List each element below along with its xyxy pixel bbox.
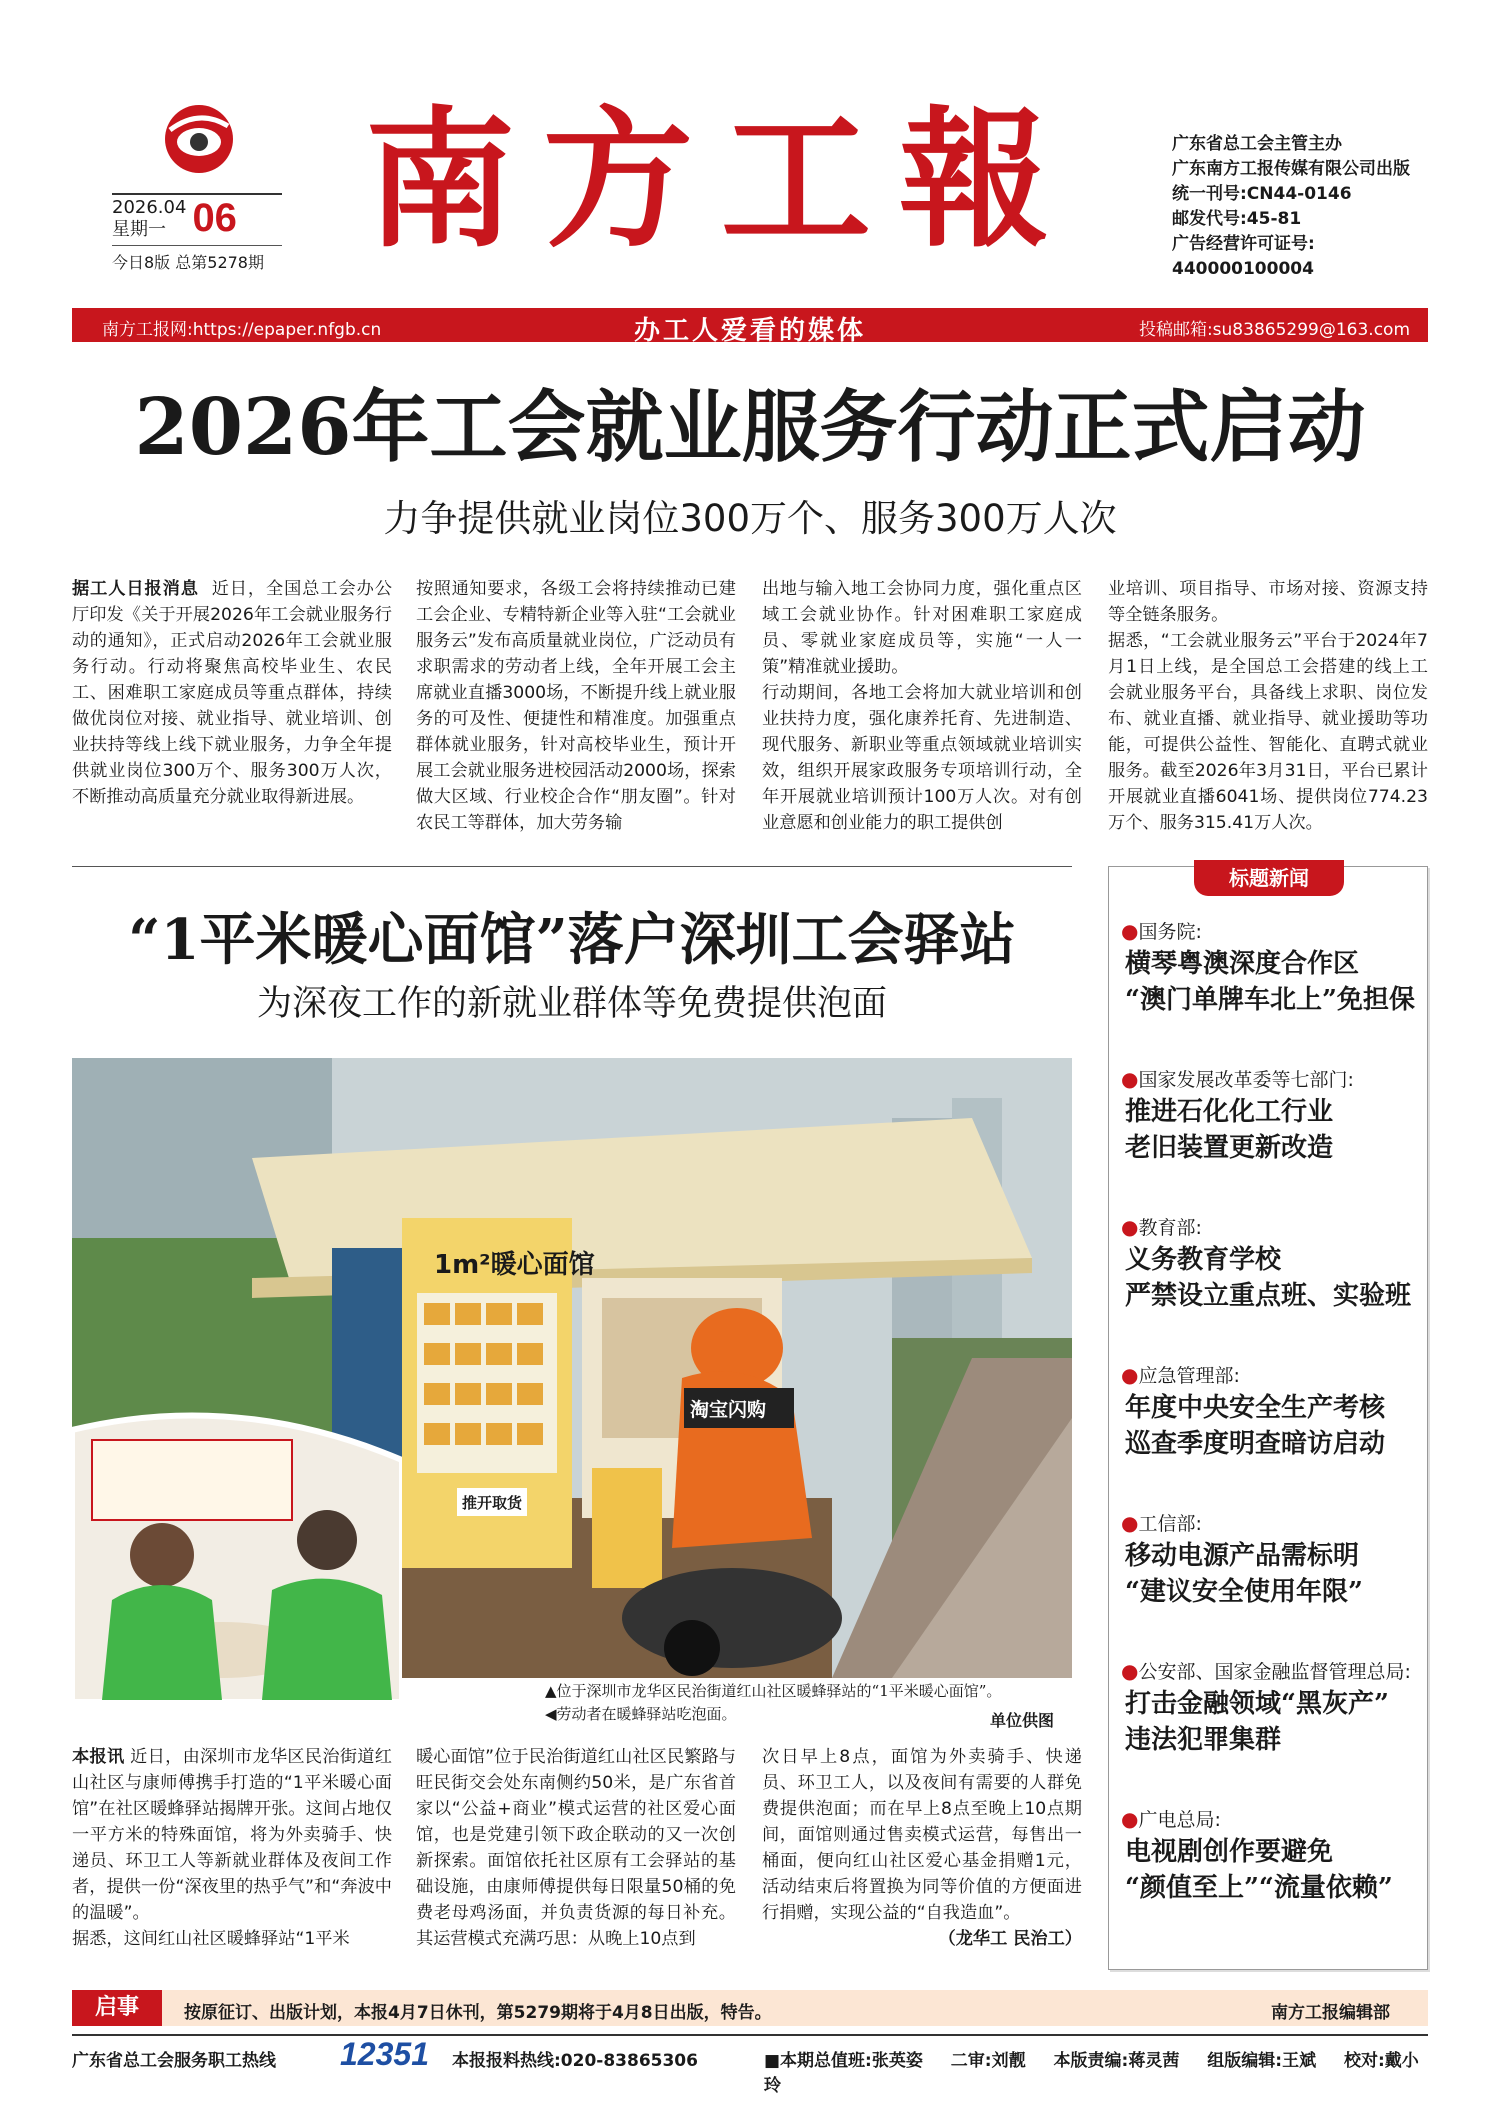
headline-source: 国务院: bbox=[1138, 921, 1202, 943]
story2-column-3 bbox=[762, 1744, 1082, 1952]
headline-item[interactable] bbox=[1121, 1361, 1421, 1462]
story2-subheadline: 为深夜工作的新就业群体等免费提供泡面 bbox=[256, 984, 887, 1024]
issue-weekday: 星期一 bbox=[112, 219, 166, 240]
bullet-dot-icon: ● bbox=[1121, 1067, 1139, 1091]
issue-year-month: 2026.04 bbox=[112, 197, 187, 218]
headline-item[interactable] bbox=[1121, 1065, 1421, 1166]
notice-tag: 启事 bbox=[72, 1990, 162, 2026]
issue-day: 06 bbox=[192, 196, 237, 240]
headline-title: 电视剧创作要避免 “颜值至上”“流量依赖” bbox=[1125, 1837, 1393, 1903]
website-link[interactable]: 南方工报网:https://epaper.nfgb.cn bbox=[102, 320, 382, 340]
bullet-dot-icon: ● bbox=[1121, 1659, 1139, 1683]
publisher-line: 440000100004 bbox=[1172, 259, 1314, 279]
headline-source: 广电总局: bbox=[1138, 1809, 1221, 1831]
headline-item[interactable] bbox=[1121, 917, 1421, 1018]
story2-column-1 bbox=[72, 1744, 392, 1952]
headline-title: 横琴粤澳深度合作区 “澳门单牌车北上”免担保 bbox=[1125, 949, 1415, 1015]
story2-headline: “1平米暖心面馆”落户深圳工会驿站 bbox=[128, 907, 1016, 973]
notice-bar bbox=[72, 1990, 1428, 2026]
duty-editor: ■本期总值班:张英姿 bbox=[764, 2051, 923, 2071]
photo-credit: 单位供图 bbox=[990, 1711, 1055, 1730]
headline-title: 义务教育学校 严禁设立重点班、实验班 bbox=[1125, 1245, 1412, 1311]
notice-text: 按原征订、出版计划，本报4月7日休刊，第5279期将于4月8日出版，特告。 bbox=[184, 2003, 772, 2023]
bullet-dot-icon: ● bbox=[1121, 919, 1139, 943]
staff-credits bbox=[764, 2046, 1428, 2096]
bullet-dot-icon: ● bbox=[1121, 1511, 1139, 1535]
publisher-line: 广东南方工报传媒有限公司出版 bbox=[1172, 159, 1410, 179]
second-reviewer: 二审:刘靓 bbox=[950, 2051, 1026, 2071]
publication-info bbox=[1172, 132, 1410, 282]
headline-news-box bbox=[1108, 866, 1428, 1970]
section-divider bbox=[72, 866, 1072, 867]
footer bbox=[72, 2034, 1428, 2096]
headline-item[interactable] bbox=[1121, 1213, 1421, 1314]
report-hotline[interactable]: 本报报料热线:020-83865306 bbox=[452, 2051, 698, 2071]
publisher-line: 广东省总工会主管主办 bbox=[1172, 134, 1342, 154]
headline-news-tag: 标题新闻 bbox=[1194, 860, 1344, 896]
lead-column-1 bbox=[72, 576, 392, 810]
headline-item[interactable] bbox=[1121, 1805, 1421, 1906]
hotline-label: 广东省总工会服务职工热线 bbox=[72, 2051, 276, 2071]
lead-body: 近日，全国总工会办公厅印发《关于开展2026年工会就业服务行动的通知》，正式启动2026年工会就业服务行动。行动将聚焦高校毕业生、农民工、困难职工家庭成员等重点群体，持续做优岗位对接、就业指导、就业培训、创业扶持等线上线下就业服务，力争全年提供就业岗位300万个、服务300万人次，不断推动高质量充分就业取得新进展。 bbox=[72, 579, 392, 807]
page-editor: 本版责编:蒋灵茜 bbox=[1053, 2051, 1180, 2071]
story2-column-2: 暖心面馆”位于民治街道红山社区民繁路与旺民街交会处东南侧约50米，是广东省首家以“公益+商业”模式运营的社区爱心面馆，也是党建引领下政企联动的又一次创新探索。面馆依托社区原有工会驿站的基础设施，由康师傅提供每日限量50桶的免费老母鸡汤面，并负责货源的每日补充。其运营模式充满巧思：从晚上10点到 bbox=[416, 1747, 736, 1949]
shop-sign-text: 1m²暖心面馆 bbox=[434, 1250, 595, 1280]
workers-eating-inset-photo bbox=[72, 1400, 402, 1702]
lead-column-3: 出地与输入地工会协同力度，强化重点区域工会就业协作。针对困难职工家庭成员、零就业家庭成员等，实施“一人一策”精准就业援助。 行动期间，各地工会将加大就业培训和创业扶持力度，强化康养托育、先进制造、现代服务、新职业等重点领域就业培训实效，组织开展家政服务专项培训行动，全年开展就业培训预计100万人次。对有创业意愿和创业能力的职工提供创 bbox=[762, 579, 1082, 833]
submission-email[interactable]: 投稿邮箱:su83865299@163.com bbox=[1138, 320, 1410, 340]
bullet-dot-icon: ● bbox=[1121, 1363, 1139, 1387]
headline-source: 国家发展改革委等七部门: bbox=[1138, 1069, 1354, 1091]
push-button-label: 推开取货 bbox=[462, 1494, 523, 1512]
edition-info: 今日8版 总第5278期 bbox=[112, 245, 282, 273]
slogan: 办工人爱看的媒体 bbox=[633, 316, 866, 346]
headline-title: 打击金融领域“黑灰产” 违法犯罪集群 bbox=[1125, 1689, 1389, 1755]
masthead-title: 南方工報 bbox=[365, 92, 1078, 268]
headline-title: 移动电源产品需标明 “建议安全使用年限” bbox=[1125, 1541, 1363, 1607]
photo-caption-main: ▲位于深圳市龙华区民治街道红山社区暖蜂驿站的“1平米暖心面馆”。 bbox=[545, 1682, 1002, 1700]
lead-subheadline: 力争提供就业岗位300万个、服务300万人次 bbox=[383, 497, 1117, 540]
photo-caption-inset: ◀劳动者在暖蜂驿站吃泡面。 bbox=[545, 1705, 737, 1723]
headline-source: 公安部、国家金融监督管理总局: bbox=[1138, 1661, 1411, 1683]
masthead-red-bar bbox=[72, 308, 1428, 346]
layout-editor: 组版编辑:王斌 bbox=[1207, 2051, 1317, 2071]
headline-item[interactable] bbox=[1121, 1657, 1421, 1758]
bullet-dot-icon: ● bbox=[1121, 1807, 1139, 1831]
lead-column-4: 业培训、项目指导、市场对接、资源支持等全链条服务。 据悉，“工会就业服务云”平台于2024年7月1日上线，是全国总工会搭建的线上工会就业服务平台，具备线上求职、岗位发布、就业直播、就业指导、就业援助等功能，可提供公益性、智能化、直聘式就业服务。截至2026年3月31日，平台已累计开展就业直播6041场、提供岗位774.23万个、服务315.41万人次。 bbox=[1108, 579, 1428, 833]
story2-dateline: 本报讯 bbox=[72, 1747, 125, 1767]
headline-title: 年度中央安全生产考核 巡查季度明查暗访启动 bbox=[1125, 1393, 1386, 1459]
hotline-number[interactable]: 12351 bbox=[340, 2036, 429, 2072]
headline-item[interactable] bbox=[1121, 1509, 1421, 1610]
headline-source: 应急管理部: bbox=[1138, 1365, 1240, 1387]
publisher-line: 邮发代号:45-81 bbox=[1172, 209, 1302, 229]
lead-headline: 2026年工会就业服务行动正式启动 bbox=[134, 382, 1366, 473]
issue-date-block bbox=[112, 193, 282, 273]
newspaper-logo-icon bbox=[160, 100, 238, 178]
story2-byline: （龙华工 民治工） bbox=[938, 1929, 1082, 1949]
proofreader: 校对:戴小玲 bbox=[764, 2051, 1419, 2096]
headline-source: 教育部: bbox=[1138, 1217, 1202, 1239]
publisher-line: 广告经营许可证号: bbox=[1172, 234, 1315, 254]
bullet-dot-icon: ● bbox=[1121, 1215, 1139, 1239]
notice-signer: 南方工报编辑部 bbox=[1271, 2003, 1390, 2023]
headline-title: 推进石化化工行业 老旧装置更新改造 bbox=[1125, 1097, 1334, 1163]
story2-body: 次日早上8点，面馆为外卖骑手、快递员、环卫工人，以及夜间有需要的人群免费提供泡面；而在早上8点至晚上10点期间，面馆则通过售卖模式运营，每售出一桶面，便向红山社区爱心基金捐赠1元，活动结束后将置换为同等价值的方便面进行捐赠，实现公益的“自我造血”。 bbox=[762, 1747, 1082, 1923]
lead-column-2: 按照通知要求，各级工会将持续推动已建工会企业、专精特新企业等入驻“工会就业服务云”发布高质量就业岗位，广泛动员有求职需求的劳动者上线，全年开展工会主席就业直播3000场，不断提升线上就业服务的可及性、便捷性和精准度。加强重点群体就业服务，针对高校毕业生，预计开展工会就业服务进校园活动2000场，探索做大区域、行业校企合作“朋友圈”。针对农民工等群体，加大劳务输 bbox=[416, 579, 736, 833]
lead-dateline: 据工人日报消息 bbox=[72, 579, 199, 599]
story2-body: 近日，由深圳市龙华区民治街道红山社区与康师傅携手打造的“1平米暖心面馆”在社区暖蜂驿站揭牌开张。这间占地仅一平方米的特殊面馆，将为外卖骑手、快递员、环卫工人等新就业群体及夜间工作者，提供一份“深夜里的热乎气”和“奔波中的温暖”。 据悉，这间红山社区暖蜂驿站“1平米 bbox=[72, 1747, 392, 1949]
publisher-line: 统一刊号:CN44-0146 bbox=[1172, 184, 1352, 204]
headline-source: 工信部: bbox=[1138, 1513, 1202, 1535]
delivery-box-text: 淘宝闪购 bbox=[690, 1399, 767, 1421]
